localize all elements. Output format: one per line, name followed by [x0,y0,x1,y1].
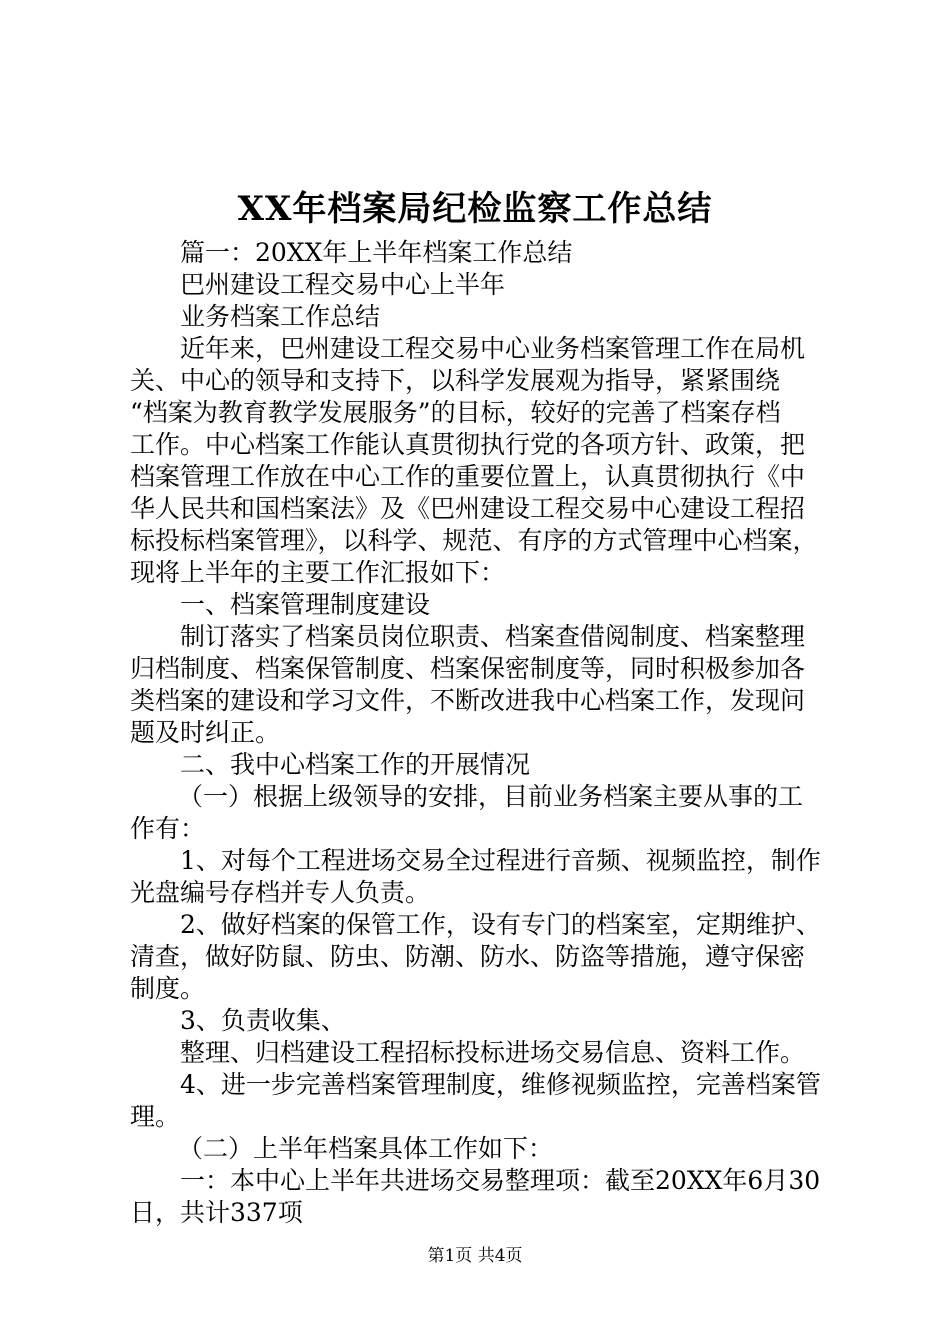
document-body [130,237,830,1229]
paragraph-line: 制订落实了档案员岗位职责、档案查借阅制度、档案整理 [180,622,806,651]
paragraph-line: 整理、归档建设工程招标投标进场交易信息、资料工作。 [180,1038,806,1067]
paragraph-line: （一）根据上级领导的安排，目前业务档案主要从事的工 [178,782,804,811]
paragraph-line: 华人民共和国档案法》及《巴州建设工程交易中心建设工程招 [130,494,806,523]
section-heading: 二、我中心档案工作的开展情况 [180,750,531,779]
paragraph-line: 归档制度、档案保管制度、档案保密制度等，同时积极参加各 [130,654,806,683]
paragraph-line: 近年来，巴州建设工程交易中心业务档案管理工作在局机 [180,334,806,363]
subtitle-line: 业务档案工作总结 [180,302,381,331]
paragraph-line: “档案为教育教学发展服务”的目标，较好的完善了档案存档 [130,398,781,427]
paragraph-line: 光盘编号存档并专人负责。 [130,878,431,907]
list-item: 4、进一步完善档案管理制度，维修视频监控，完善档案管 [180,1070,821,1099]
paragraph-line: 标投标档案管理》，以科学、规范、有序的方式管理中心档案， [130,526,818,555]
paragraph-line: 一：本中心上半年共进场交易整理项：截至20XX年6月30 [180,1166,821,1195]
paragraph-line: 日，共计337项 [130,1198,303,1227]
subtitle-line: 巴州建设工程交易中心上半年 [180,270,506,299]
paragraph-line: 题及时纠正。 [130,718,281,747]
paragraph-line: 类档案的建设和学习文件，不断改进我中心档案工作，发现问 [130,686,806,715]
paragraph-line: 清查，做好防鼠、防虫、防潮、防水、防盗等措施，遵守保密 [130,942,806,971]
list-item: 2、做好档案的保管工作，设有专门的档案室，定期维护、 [180,910,821,939]
paragraph-line: 现将上半年的主要工作汇报如下： [130,558,506,587]
list-item: 1、对每个工程进场交易全过程进行音频、视频监控，制作 [180,846,821,875]
list-item: 3、负责收集、 [180,1006,346,1035]
section-heading: （二）上半年档案具体工作如下： [178,1134,554,1163]
paragraph-line: 关、中心的领导和支持下，以科学发展观为指导，紧紧围绕 [130,366,781,395]
section-heading: 篇一：20XX年上半年档案工作总结 [180,238,573,267]
paragraph-line: 作有： [130,814,206,843]
paragraph-line: 档案管理工作放在中心工作的重要位置上，认真贯彻执行《中 [130,462,806,491]
paragraph-line: 制度。 [130,974,206,1003]
paragraph-line: 工作。中心档案工作能认真贯彻执行党的各项方针、政策，把 [130,430,806,459]
page-footer: 第1页 共4页 [427,1246,523,1266]
document-title: XX年档案局纪检监察工作总结 [237,189,713,229]
section-heading: 一、档案管理制度建设 [180,590,431,619]
paragraph-line: 理。 [130,1102,181,1131]
